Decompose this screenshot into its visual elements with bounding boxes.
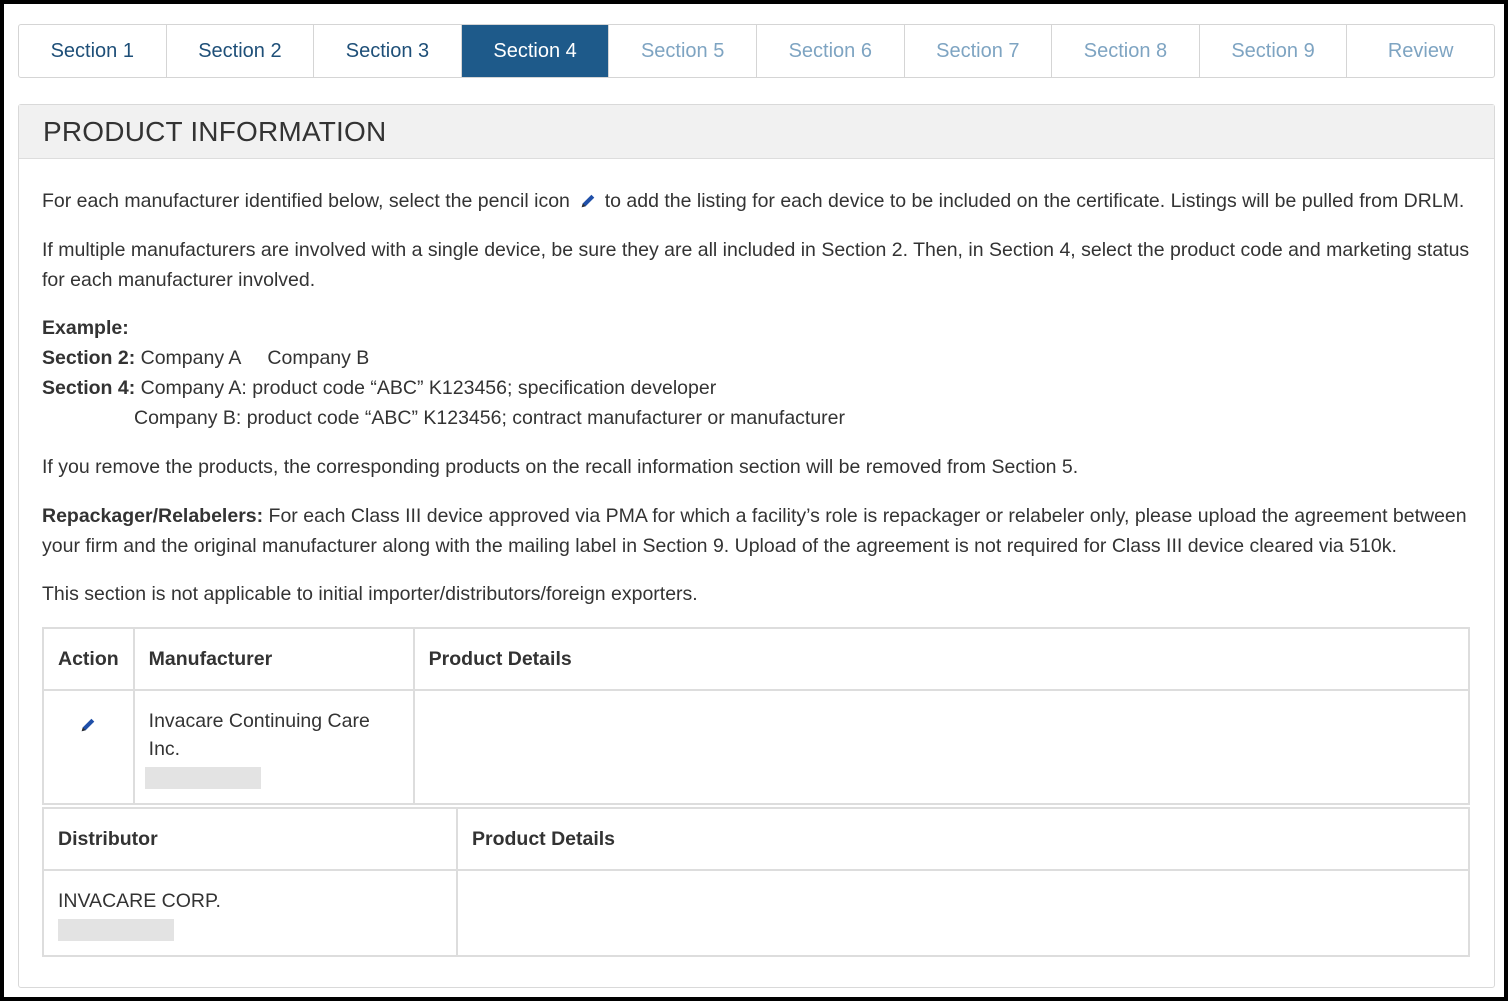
column-header-action: Action	[43, 628, 134, 690]
intro-text-after: to add the listing for each device to be included on the certificate. Listings will be pulled from DRLM.	[604, 190, 1465, 212]
not-applicable-text: This section is not applicable to initial importer/distributors/foreign exporters.	[42, 583, 698, 605]
repackager-body: For each Class III device approved via PMA for which a facility’s role is repackager or relabeler only, please upload the agreement between your firm and the original manufacturer along with the mailing label in Section 9. Upload of the agreement is not required for Class III device cleared via 510k.	[42, 505, 1467, 557]
product-information-panel	[18, 104, 1495, 988]
remove-note: If you remove the products, the corresponding products on the recall information section will be removed from Section 5.	[42, 456, 1079, 478]
manufacturer-table-wrap	[42, 627, 1471, 805]
table-row	[43, 690, 1469, 804]
column-header-product-details: Product Details	[457, 808, 1469, 870]
distributor-table	[42, 807, 1470, 957]
section-tabs	[18, 24, 1495, 78]
intro-text-before: For each manufacturer identified below, select the pencil icon	[42, 190, 570, 212]
column-header-distributor: Distributor	[43, 808, 457, 870]
example-section2-text: Company A Company B	[140, 347, 370, 369]
repackager-label: Repackager/Relabelers:	[42, 505, 264, 527]
tab-section-5[interactable]: Section 5	[609, 25, 757, 77]
distributor-cell	[43, 870, 457, 956]
pencil-icon	[579, 192, 597, 210]
example-block	[42, 313, 1471, 433]
manufacturer-table	[42, 627, 1470, 805]
redacted-block	[145, 767, 261, 789]
tab-section-9[interactable]: Section 9	[1200, 25, 1348, 77]
action-cell	[43, 690, 134, 804]
product-details-cell	[414, 690, 1469, 804]
tab-section-6[interactable]: Section 6	[757, 25, 905, 77]
example-section4-line2: Company B: product code “ABC” K123456; contract manufacturer or manufacturer	[134, 407, 846, 429]
table-row	[43, 870, 1469, 956]
tab-section-8[interactable]: Section 8	[1052, 25, 1200, 77]
tab-section-1[interactable]: Section 1	[19, 25, 167, 77]
redacted-block	[58, 919, 174, 941]
distributor-table-wrap	[42, 807, 1471, 957]
example-section2-label: Section 2:	[42, 347, 136, 369]
tab-section-3[interactable]: Section 3	[314, 25, 462, 77]
column-header-manufacturer: Manufacturer	[134, 628, 414, 690]
multiple-manufacturers-text: If multiple manufacturers are involved with a single device, be sure they are all included in Section 2. Then, in Section 4, select the product code and marketing status for each manufacturer involved.	[42, 239, 1470, 291]
example-heading: Example:	[42, 317, 129, 339]
tab-section-4[interactable]: Section 4	[462, 25, 610, 77]
manufacturer-name: Invacare Continuing Care Inc.	[148, 710, 370, 760]
tab-review[interactable]: Review	[1387, 39, 1454, 62]
example-section4	[42, 373, 1471, 403]
example-section2	[42, 343, 1471, 373]
edit-pencil-icon[interactable]	[79, 716, 97, 734]
tab-section-2[interactable]: Section 2	[167, 25, 315, 77]
table-header-row	[43, 808, 1469, 870]
intro-text	[42, 186, 1471, 216]
product-details-cell	[457, 870, 1469, 956]
table-header-row	[43, 628, 1469, 690]
panel-title: PRODUCT INFORMATION	[19, 105, 1494, 159]
tab-section-7[interactable]: Section 7	[905, 25, 1053, 77]
repackager-text	[42, 501, 1471, 561]
example-section4-label: Section 4:	[42, 377, 136, 399]
distributor-name: INVACARE CORP.	[58, 890, 221, 912]
manufacturer-cell	[134, 690, 414, 804]
example-section4-line1: Company A: product code “ABC” K123456; specification developer	[140, 377, 717, 399]
column-header-product-details: Product Details	[414, 628, 1469, 690]
